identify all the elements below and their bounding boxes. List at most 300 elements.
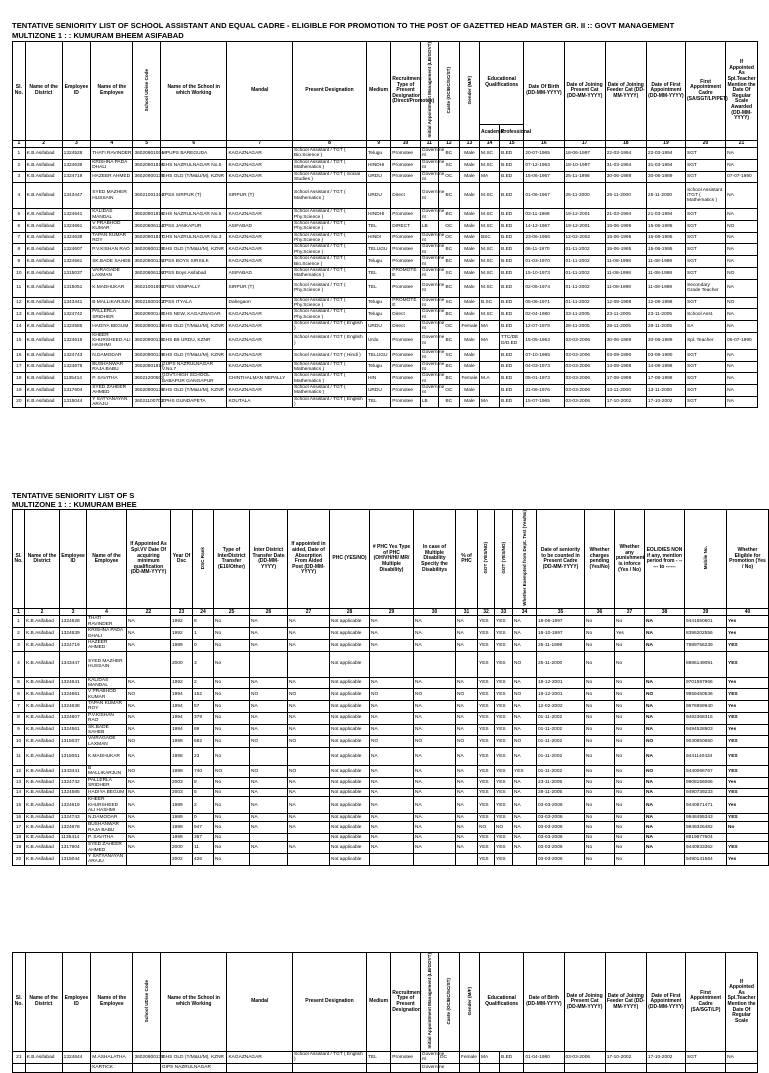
table-cell: 16 — [13, 814, 25, 822]
table-cell: 36020901816 — [133, 209, 160, 221]
table-cell: 8396202556 — [685, 628, 727, 640]
table-cell: 25-11-1998 — [537, 639, 585, 651]
table-cell: B.ED — [500, 309, 524, 321]
column-header: # PHC Yes Type of PHC (OH/VH/HI/ MR/ Multiple Disability) — [370, 510, 414, 609]
column-number: 4 — [87, 609, 127, 616]
column-header: Name of the School in which Working — [160, 42, 227, 141]
table-cell: KARTICK — [91, 1063, 133, 1072]
table-cell — [479, 349, 499, 361]
table-cell: TAPAN KUMAR ROY — [87, 701, 127, 713]
table-cell: Governme nt — [421, 159, 445, 171]
table-cell: 15-10-1973 — [524, 267, 564, 279]
table-cell: NA — [513, 814, 537, 822]
table-cell: 15-06-1995 — [646, 221, 685, 233]
table-cell: K.B.Asifabad — [25, 309, 62, 321]
table-cell: 8 — [193, 616, 214, 628]
table-cell: ZPSS VEMPALLY — [160, 279, 227, 297]
table-cell: 36021001314 — [133, 183, 160, 209]
table-cell: NO — [250, 689, 288, 701]
table-cell — [513, 853, 537, 865]
table-cell: Not applicable — [330, 842, 370, 854]
table-cell: N.DAMODAR — [91, 349, 133, 361]
table-cell: Not applicable — [330, 789, 370, 797]
table-cell: Promotee — [391, 232, 421, 244]
column-number: 1 — [13, 609, 25, 616]
table-cell: 22-03-1994 — [605, 148, 646, 160]
column-header: Employee ID — [60, 510, 87, 609]
table-cell: MA — [479, 1052, 499, 1064]
table-cell: No — [615, 797, 645, 814]
table-cell: B.ED — [500, 232, 524, 244]
table-cell: 23-06-1966 — [524, 232, 564, 244]
table-cell — [370, 651, 414, 677]
table-cell: 9440871471 — [685, 797, 727, 814]
table-cell: K.MADHUKAR — [87, 747, 127, 765]
table-cell: SGT — [686, 267, 726, 279]
table-cell: NA — [288, 701, 330, 713]
table-cell: 03-03-2006 — [537, 853, 585, 865]
table-cell: NA — [127, 724, 171, 736]
column-header: Date of First Appointment (DD-MM-YYYY) — [646, 42, 685, 141]
table-cell: 28-11-2005 — [646, 321, 685, 333]
table-cell: BUSHANWAR RAJA BABU — [87, 822, 127, 834]
table-cell: M.SC — [479, 209, 499, 221]
table-cell: KAGAZNAGAR — [227, 384, 293, 396]
table-cell: NA — [726, 384, 758, 396]
table-cell: NA — [288, 616, 330, 628]
table-cell: 05-06-1971 — [524, 297, 564, 309]
table-cell: URDU — [366, 171, 390, 183]
column-header: Whether any punishment is inforce (Yes / No) — [615, 510, 645, 609]
table-cell: KAGAZNAGAR — [227, 148, 293, 160]
table-cell: 12-02-2002 — [564, 232, 605, 244]
table-cell: NA — [414, 712, 456, 724]
table-cell: M.SC — [479, 244, 499, 256]
table-cell: School Assistant / TGT ( Mathematics ) — [293, 159, 367, 171]
table-cell: BC — [438, 209, 459, 221]
column-header: First Appointment Cadre (SA/SGT/LP) — [686, 953, 726, 1052]
table-cell: 17 — [13, 822, 25, 834]
table-cell: NA — [456, 639, 478, 651]
column-number: 1 — [13, 141, 26, 148]
table-cell: B.ED — [500, 148, 524, 160]
table-cell: GIPS NAZRULNAGAR — [160, 1063, 227, 1072]
table-cell: NA — [726, 396, 758, 408]
table-cell: Yes — [727, 777, 769, 789]
table-cell: B.ED — [500, 221, 524, 233]
table-cell: NA — [513, 834, 537, 842]
table-cell — [288, 747, 330, 765]
table-cell: NA — [414, 834, 456, 842]
column-header — [685, 510, 727, 609]
table-cell: SGT — [686, 232, 726, 244]
table-cell: School Assistant / TGT ( Mathematics ) — [293, 384, 367, 396]
table-cell: No — [585, 765, 615, 777]
table-cell: BC — [438, 332, 459, 349]
table-cell: OC — [438, 171, 459, 183]
table-cell: B.ED — [500, 321, 524, 333]
table-cell: NO — [513, 736, 537, 748]
table-cell: 31-03-1994 — [646, 159, 685, 171]
table-cell: 1 — [193, 628, 214, 640]
table-cell: 8919677604 — [685, 834, 727, 842]
table-cell: K.B.Asifabad — [25, 628, 60, 640]
table-cell: NA — [127, 701, 171, 713]
table-cell: YES — [478, 724, 495, 736]
table-cell: YES — [495, 736, 513, 748]
table-cell: GHS NAZRULNAGAR No.3 — [160, 232, 227, 244]
table-cell: SYED ZAHEER AHMED — [87, 842, 127, 854]
table-cell: 1 — [13, 148, 26, 160]
column-header: If Appointed As Spl.VV Date Of acquiring minimum qualification (DD-MM-YYYY) — [127, 510, 171, 609]
table-cell: NA — [127, 712, 171, 724]
table-cell — [62, 1063, 91, 1072]
table-row — [13, 822, 769, 834]
table-cell: YES — [478, 789, 495, 797]
table-cell: NA — [645, 712, 685, 724]
table-cell — [250, 834, 288, 842]
table-cell: TEL — [366, 267, 390, 279]
table-cell: K.B.Asifabad — [25, 244, 62, 256]
table-cell: Promotee — [391, 332, 421, 349]
table-cell: K.B.Asifabad — [25, 148, 62, 160]
table-cell: 28-11-2005 — [537, 789, 585, 797]
table-cell: KAGAZNAGAR — [227, 171, 293, 183]
table-cell: 3 — [13, 639, 25, 651]
table-cell: YES — [478, 616, 495, 628]
column-header: Sl. No. — [13, 953, 26, 1052]
table-cell: 1324661 — [60, 689, 87, 701]
table-cell: 11 — [13, 279, 26, 297]
table-cell — [127, 651, 171, 677]
column-header: Whether charges pending (Yes/No) — [585, 510, 615, 609]
table-cell: NA — [456, 628, 478, 640]
table-cell: 01-11-2002 — [564, 244, 605, 256]
table-cell: NA — [414, 639, 456, 651]
table-cell: 1998 — [171, 747, 193, 765]
table-cell: No — [214, 701, 250, 713]
document-title: TENTATIVE SENIORITY LIST OF SCHOOL ASSISTANT AND EQUAL CADRE - ELIGIBLE FOR PROMOTION TO THE POST OF GAZETTED HEAD MASTER GR. II :: GOVT MANAGEMENT — [12, 21, 675, 30]
table-cell: 11 — [13, 747, 25, 765]
table-cell: SIRPUR (T) — [227, 183, 293, 209]
table-cell: KAGAZNAGAR — [227, 1052, 293, 1064]
vertical-header-label: GOT (YES/NO) — [483, 542, 489, 574]
column-number: 18 — [605, 141, 646, 148]
table-cell: K.B.Asifabad — [25, 232, 62, 244]
table-cell: Not applicable — [330, 677, 370, 689]
table-cell: NA — [645, 677, 685, 689]
table-cell: NA — [513, 677, 537, 689]
table-cell: YES — [495, 853, 513, 865]
table-cell — [288, 834, 330, 842]
table-cell: No — [214, 797, 250, 814]
table-cell: 36021100703 — [133, 396, 160, 408]
table-cell: NA — [127, 628, 171, 640]
table-cell: 9494528903 — [685, 724, 727, 736]
table-cell: BC — [438, 256, 459, 268]
table-row — [13, 349, 758, 361]
table-cell: No — [585, 853, 615, 865]
table-cell: ZPSS Boys Asifabad — [160, 267, 227, 279]
table-cell: 1324619 — [60, 797, 87, 814]
table-cell: LB — [420, 221, 438, 233]
table-cell: TELUGU — [366, 244, 390, 256]
column-number: 34 — [513, 609, 537, 616]
table-cell: 740 — [193, 765, 214, 777]
table-cell: 12-08-1998 — [605, 297, 646, 309]
table-cell: NA — [250, 628, 288, 640]
table-cell: YES — [727, 651, 769, 677]
table-cell: K.B.Asifabad — [25, 183, 62, 209]
table-cell: YES — [727, 747, 769, 765]
table-cell: School Assistant /TGT ( Mathematics ) — [686, 183, 726, 209]
table-cell: K.B.Asifabad — [25, 736, 60, 748]
column-number: 28 — [330, 609, 370, 616]
table-cell: 36021500103 — [133, 297, 160, 309]
table-cell: K.B.Asifabad — [25, 209, 62, 221]
column-number: 8 — [293, 141, 367, 148]
table-cell: NA — [370, 834, 414, 842]
table-cell: B.ED — [500, 297, 524, 309]
table-cell: YES — [495, 689, 513, 701]
column-number: 24 — [193, 609, 214, 616]
table-cell: GHS OLD (T/M&U/M), KZNR — [160, 321, 227, 333]
table-cell — [605, 1063, 646, 1072]
table-cell: 11-08-1998 — [646, 256, 685, 268]
table-cell: 3 — [13, 171, 26, 183]
table-cell: NA — [250, 842, 288, 854]
table-cell: 17 — [13, 361, 26, 373]
table-cell — [456, 651, 478, 677]
table-cell: SGT — [686, 209, 726, 221]
table-cell: No — [585, 822, 615, 834]
table-cell: BC — [438, 309, 459, 321]
column-number: 21 — [726, 141, 758, 148]
table-cell: KRISHNA PADA DHALI — [91, 159, 133, 171]
table-cell: BC — [438, 279, 459, 297]
table-cell: 8886149091 — [685, 651, 727, 677]
table-cell: B.ED — [500, 396, 524, 408]
table-cell: School Assistant / TGT ( Mathematics ) — [293, 267, 367, 279]
table-cell: K.B.Asifabad — [25, 724, 60, 736]
table-cell — [227, 1063, 293, 1072]
table-cell: Promotee — [391, 349, 421, 361]
table-cell: 36021001806 — [133, 279, 160, 297]
table-cell: 03-03-2006 — [537, 822, 585, 834]
table-cell: P.V.KISHAN RAO — [87, 712, 127, 724]
column-header: Name of the Employee — [91, 953, 133, 1052]
column-number: 2 — [25, 609, 60, 616]
table-cell: Not applicable — [330, 736, 370, 748]
table-cell: K.B.Asifabad — [25, 814, 60, 822]
table-cell: NA — [513, 777, 537, 789]
column-number: 37 — [615, 609, 645, 616]
table-cell: K.B.Asifabad — [25, 267, 62, 279]
table-cell: Male — [459, 256, 479, 268]
table-cell: 28-11-2005 — [605, 321, 646, 333]
table-cell: 16 — [13, 349, 26, 361]
column-header: Date of Birth (DD-MM-YYYY) — [524, 953, 564, 1052]
table-cell: K.B.Asifabad — [25, 171, 62, 183]
table-row — [13, 171, 758, 183]
vertical-header-label: Initial Appointment Management (LB/GOVT) — [426, 953, 432, 1049]
table-cell: BC — [438, 373, 459, 385]
table-cell: 01-11-2002 — [564, 279, 605, 297]
vertical-header-label: School UDise Code — [144, 68, 150, 111]
table-cell: 1324641 — [60, 677, 87, 689]
table-cell: Promotee — [391, 209, 421, 221]
document-title-truncated: TENTATIVE SENIORITY LIST OF S — [12, 491, 135, 500]
column-header: Inter District Transfer Date (DD-MM-YYYY) — [250, 510, 288, 609]
table-cell: K.B.Asifabad — [25, 384, 62, 396]
table-cell: NA — [726, 1052, 758, 1064]
table-cell: Not applicable — [330, 712, 370, 724]
column-header: Sl. No. — [13, 42, 26, 141]
table-cell: 36020606126 — [133, 267, 160, 279]
table-cell: Spl. Teacher — [686, 332, 726, 349]
table-cell: SC — [438, 267, 459, 279]
table-cell: YES — [495, 628, 513, 640]
table-cell: 36020900139 — [133, 321, 160, 333]
table-cell: NO — [370, 736, 414, 748]
table-cell: NA — [645, 789, 685, 797]
table-cell: NA — [288, 822, 330, 834]
table-cell: NO — [513, 651, 537, 677]
table-cell: KAGAZNAGAR — [227, 321, 293, 333]
table-cell: 1324742 — [60, 777, 87, 789]
table-cell: No — [214, 834, 250, 842]
table-cell: YES — [727, 736, 769, 748]
table-cell: No — [615, 651, 645, 677]
table-cell: Y SATYANAYAN ARAJU — [87, 853, 127, 865]
table-cell: 30-06-1989 — [646, 332, 685, 349]
table-cell: ZPSS JANKAPUR — [160, 221, 227, 233]
table-cell: PROMOTE E — [391, 267, 421, 279]
table-cell: SGT — [686, 244, 726, 256]
table-cell: K.B.Asifabad — [25, 842, 60, 854]
table-cell: V PRABHOD KUMAR — [87, 689, 127, 701]
column-header: Date of Joining Feeder Cat (DD-MM-YYYY) — [605, 42, 646, 141]
table-cell: Governme nt — [420, 279, 438, 297]
table-cell — [686, 1063, 726, 1072]
table-cell: No — [214, 853, 250, 865]
table-cell: No — [615, 724, 645, 736]
column-number: 11 — [420, 141, 438, 148]
table-cell: 36020901004 — [133, 148, 160, 160]
table-cell: GHS OLD (T/M&U/M), KZNR — [160, 244, 227, 256]
table-cell: ZPSS ITYALA — [160, 297, 227, 309]
table-cell: 11-08-1998 — [646, 279, 685, 297]
table-cell: 23-11-2005 — [605, 309, 646, 321]
table-cell: 03-03-2006 — [564, 361, 605, 373]
table-cell: P.V.KISHAN RAO — [91, 244, 133, 256]
column-header — [495, 510, 513, 609]
table-cell: 03-03-2006 — [564, 349, 605, 361]
table-cell: YES — [478, 842, 495, 854]
table-cell: School Assistant / TGT ( Mathematics ) — [293, 361, 367, 373]
table-cell: 15-06-1995 — [605, 244, 646, 256]
table-cell: YES — [495, 616, 513, 628]
table-cell: Dahegaon — [227, 297, 293, 309]
table-cell: M.ASHALATHA — [91, 1052, 133, 1064]
table-cell: 30-06-1989 — [646, 171, 685, 183]
table-cell: TEL — [366, 396, 390, 408]
table-cell: NA — [250, 814, 288, 822]
table-cell: HADIYA BEGUM — [91, 321, 133, 333]
table-cell: 03-03-2006 — [537, 842, 585, 854]
table-cell: 17-10-2002 — [646, 396, 685, 408]
table-cell: Governme nt — [421, 148, 445, 159]
table-row — [13, 361, 758, 373]
table-cell: Male — [459, 232, 479, 244]
table-cell: YES — [495, 797, 513, 814]
column-header: Mandal — [227, 953, 293, 1052]
table-cell: 19-12-2001 — [564, 221, 605, 233]
table-cell: 10 — [13, 267, 26, 279]
table-cell: 2 — [13, 159, 26, 171]
table-cell: B.ED — [500, 279, 524, 297]
table-cell: OC — [438, 221, 459, 233]
table-row — [13, 244, 758, 256]
table-cell: 3 — [193, 651, 214, 677]
table-cell: HINDHI — [366, 209, 390, 221]
column-header — [420, 953, 438, 1052]
table-cell: ZPSS BOYS SIRSILK — [160, 256, 227, 268]
table-cell — [479, 384, 499, 396]
table-cell: SGT — [686, 1052, 726, 1064]
table-cell: 1324742 — [62, 309, 91, 321]
table-cell: NA — [250, 712, 288, 724]
table-cell: Governme nt — [421, 171, 445, 182]
table-cell: Male — [459, 384, 479, 396]
table-cell — [133, 1063, 160, 1072]
table-cell: NA — [288, 639, 330, 651]
table-cell: NA — [645, 814, 685, 822]
table-cell: B.ED — [500, 361, 524, 373]
table-cell: 1994 — [171, 712, 193, 724]
column-header: If Appointed As Spl.Teacher Mention the Date Of Regular Scale — [726, 953, 758, 1052]
table-cell: HIN — [366, 373, 390, 385]
table-cell: 9441140434 — [685, 747, 727, 765]
table-cell: Promotee — [391, 396, 421, 408]
table-cell: K.B.Asifabad — [25, 822, 60, 834]
table-cell: NA — [250, 616, 288, 628]
table-cell: Not applicable — [330, 765, 370, 777]
table-cell: YES — [478, 712, 495, 724]
table-cell: 9492368315 — [685, 712, 727, 724]
table-cell: NA — [645, 628, 685, 640]
table-cell: YES — [495, 724, 513, 736]
table-cell: 1324639 — [60, 628, 87, 640]
table-cell: NO — [414, 689, 456, 701]
column-header: Employee ID — [62, 953, 91, 1052]
table-cell: K.B.Asifabad — [25, 297, 62, 309]
table-cell: GHS NAZRULNAGAR No.5 — [160, 159, 227, 171]
table-cell — [459, 1063, 479, 1072]
table-cell: 1324641 — [62, 209, 91, 221]
table-cell: NO — [495, 822, 513, 834]
column-number: 39 — [685, 609, 727, 616]
table-cell: Not applicable — [330, 814, 370, 822]
table-cell: Female — [459, 1052, 479, 1064]
table-cell: 9440066767 — [685, 765, 727, 777]
table-cell: NA — [726, 279, 758, 297]
table-row — [13, 1052, 758, 1064]
table-cell: Male — [459, 148, 479, 160]
table-row — [13, 724, 769, 736]
table-cell: NA — [288, 777, 330, 789]
table-row — [13, 765, 769, 777]
